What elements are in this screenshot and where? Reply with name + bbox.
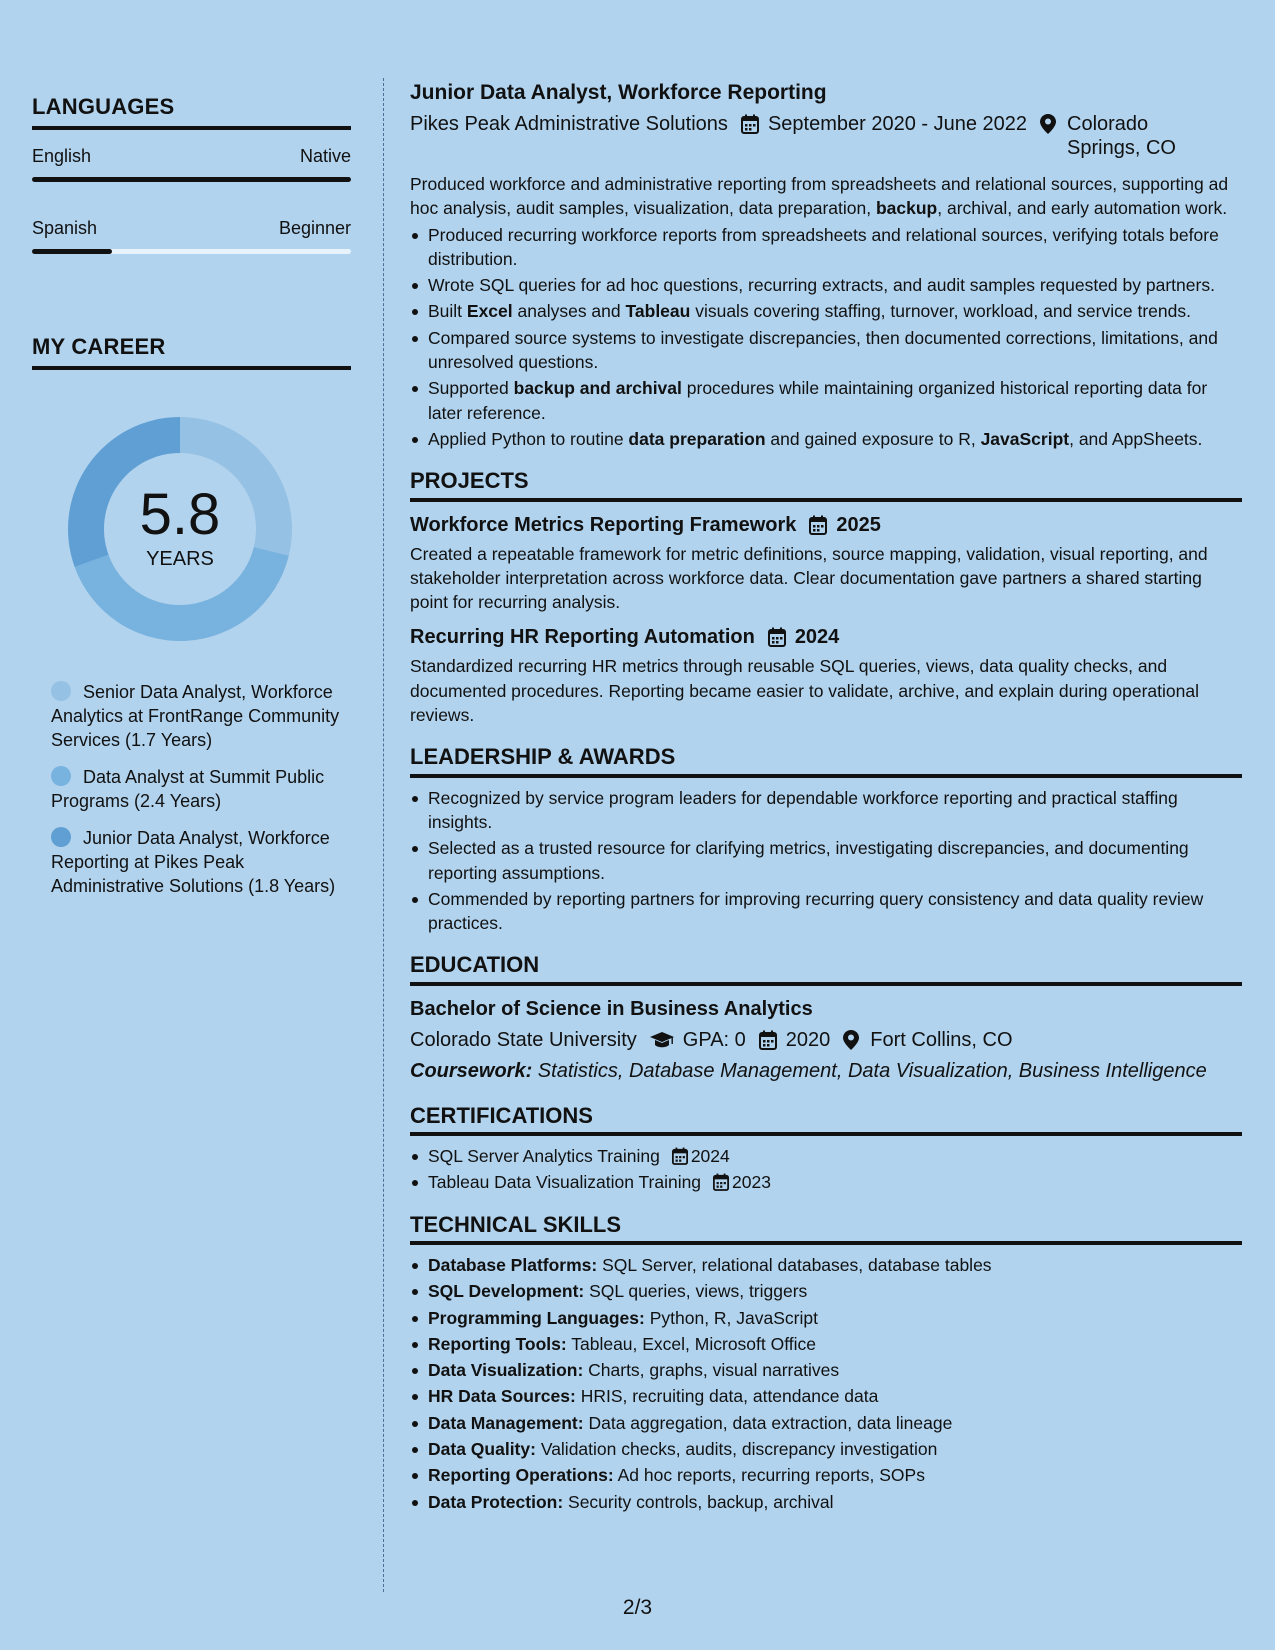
language-name: English xyxy=(32,146,92,166)
job-bullet: Supported backup and archival procedures while maintaining organized historical reporting data for later reference. xyxy=(410,376,1242,425)
company-name: Pikes Peak Administrative Solutions xyxy=(410,113,728,135)
calendar-icon xyxy=(713,1173,729,1191)
project-title-row xyxy=(410,512,1242,538)
career-total xyxy=(65,484,295,571)
career-donut-chart xyxy=(65,414,295,644)
job-location-text: Colorado Springs, CO xyxy=(1067,113,1176,159)
project-year: 2025 xyxy=(836,513,881,536)
skills-list xyxy=(410,1253,1242,1514)
project-year: 2024 xyxy=(794,626,840,649)
legend-dot xyxy=(51,827,71,847)
career-legend-item xyxy=(51,765,341,813)
language-name: Spanish xyxy=(32,218,98,238)
experience-entry xyxy=(410,80,1242,451)
job-location xyxy=(1027,112,1227,160)
language-level: Beginner xyxy=(278,218,351,238)
career-total-unit: YEARS xyxy=(146,548,214,570)
main-content xyxy=(410,80,1242,1516)
career-legend-label: Data Analyst at Summit Public Programs (2.4 Years) xyxy=(51,767,325,811)
career-heading: MY CAREER xyxy=(32,334,351,370)
skill-item: SQL Development: SQL queries, views, triggers xyxy=(410,1279,1242,1303)
language-proficiency-fill xyxy=(32,177,351,182)
projects-heading: PROJECTS xyxy=(410,469,1242,501)
calendar-icon xyxy=(759,1030,777,1050)
career-legend-label: Senior Data Analyst, Workforce Analytics at FrontRange Community Services (1.7 Years) xyxy=(51,682,340,750)
education-meta xyxy=(410,1028,1242,1052)
skill-item: Programming Languages: Python, R, JavaScript xyxy=(410,1306,1242,1330)
certification-year: 2024 xyxy=(690,1146,730,1167)
job-dates-text: September 2020 - June 2022 xyxy=(767,113,1028,135)
column-divider xyxy=(383,78,384,1592)
project-description: Standardized recurring HR metrics through reusable SQL queries, views, data quality checks, and documented procedures. Reporting became easier to validate, archive, and explain during operational reviews. xyxy=(410,656,1199,726)
leadership-heading: LEADERSHIP & AWARDS xyxy=(410,745,1242,777)
certification-name: Tableau Data Visualization Training xyxy=(428,1172,702,1193)
career-legend-label: Junior Data Analyst, Workforce Reporting at Pikes Peak Administrative Solutions (1.8 Years) xyxy=(51,828,336,896)
project-item xyxy=(410,512,1242,615)
job-bullet: Wrote SQL queries for ad hoc questions, recurring extracts, and audit samples requested by partners. xyxy=(410,273,1242,297)
career-legend-item xyxy=(51,680,341,752)
calendar-icon xyxy=(768,627,786,647)
education-location-text: Fort Collins, CO xyxy=(870,1028,1013,1051)
language-item-spanish xyxy=(32,218,351,254)
project-title-row xyxy=(410,624,1242,650)
project-title: Recurring HR Reporting Automation xyxy=(410,626,755,649)
education-year xyxy=(746,1028,831,1052)
skill-item: Data Protection: Security controls, backup, archival xyxy=(410,1490,1242,1514)
education-location xyxy=(830,1028,1012,1052)
coursework-list: Statistics, Database Management, Data Visualization, Business Intelligence xyxy=(532,1059,1207,1082)
calendar-icon xyxy=(741,114,759,134)
languages-heading: LANGUAGES xyxy=(32,94,351,130)
legend-dot xyxy=(51,681,71,701)
project-title: Workforce Metrics Reporting Framework xyxy=(410,513,797,536)
coursework xyxy=(410,1058,1242,1084)
language-proficiency-bar xyxy=(32,177,351,182)
job-title: Junior Data Analyst, Workforce Reporting xyxy=(410,81,827,104)
skill-item: HR Data Sources: HRIS, recruiting data, attendance data xyxy=(410,1384,1242,1408)
skill-item: Database Platforms: SQL Server, relational databases, database tables xyxy=(410,1253,1242,1277)
skill-item: Data Visualization: Charts, graphs, visual narratives xyxy=(410,1358,1242,1382)
leadership-item: Commended by reporting partners for improving recurring query consistency and data quality review practices. xyxy=(410,887,1242,936)
job-bullet: Applied Python to routine data preparation and gained exposure to R, JavaScript, and AppSheets. xyxy=(410,427,1242,451)
education-gpa xyxy=(637,1028,746,1052)
language-item-english xyxy=(32,146,351,182)
job-bullet: Compared source systems to investigate discrepancies, then documented corrections, limitations, and unresolved questions. xyxy=(410,326,1242,375)
project-item xyxy=(410,624,1242,727)
career-legend-item xyxy=(51,826,341,898)
certifications-heading: CERTIFICATIONS xyxy=(410,1104,1242,1136)
skill-item: Data Management: Data aggregation, data extraction, data lineage xyxy=(410,1411,1242,1435)
skill-item: Reporting Tools: Tableau, Excel, Microsoft Office xyxy=(410,1332,1242,1356)
skills-heading: TECHNICAL SKILLS xyxy=(410,1213,1242,1245)
language-level: Native xyxy=(299,146,351,166)
education-year-text: 2020 xyxy=(785,1028,831,1051)
leadership-item: Selected as a trusted resource for clarifying metrics, investigating discrepancies, and documenting reporting assumptions. xyxy=(410,836,1242,885)
calendar-icon xyxy=(672,1147,688,1165)
job-meta xyxy=(410,112,1242,160)
sidebar xyxy=(32,94,351,911)
certifications-list xyxy=(410,1144,1242,1195)
coursework-label: Coursework: xyxy=(410,1059,533,1082)
language-proficiency-fill xyxy=(32,249,112,254)
calendar-icon xyxy=(809,515,827,535)
leadership-item: Recognized by service program leaders for dependable workforce reporting and practical staffing insights. xyxy=(410,786,1242,835)
legend-dot xyxy=(51,766,71,786)
skill-item: Reporting Operations: Ad hoc reports, recurring reports, SOPs xyxy=(410,1463,1242,1487)
job-bullets xyxy=(410,223,1242,452)
language-proficiency-bar xyxy=(32,249,351,254)
career-legend xyxy=(51,680,341,898)
job-dates xyxy=(728,112,1027,136)
skill-item: Data Quality: Validation checks, audits, discrepancy investigation xyxy=(410,1437,1242,1461)
map-pin-icon xyxy=(1040,114,1058,134)
career-total-value: 5.8 xyxy=(139,482,221,547)
degree-title: Bachelor of Science in Business Analytics xyxy=(410,997,813,1020)
job-bullet: Built Excel analyses and Tableau visuals covering staffing, turnover, workload, and service trends. xyxy=(410,299,1242,323)
map-pin-icon xyxy=(843,1030,861,1050)
school-name: Colorado State University xyxy=(410,1028,637,1051)
job-bullet: Produced recurring workforce reports from spreadsheets and relational sources, verifying totals before distribution. xyxy=(410,223,1242,272)
graduation-cap-icon xyxy=(650,1030,674,1050)
certification-name: SQL Server Analytics Training xyxy=(428,1146,660,1167)
education-heading: EDUCATION xyxy=(410,953,1242,985)
leadership-list xyxy=(410,786,1242,936)
certification-year: 2023 xyxy=(732,1172,771,1193)
certification-item xyxy=(410,1144,1242,1168)
project-description: Created a repeatable framework for metric definitions, source mapping, validation, visual reporting, and stakeholder interpretation across workforce data. Clear documentation gave partners a shared starting point for recurring analysis. xyxy=(410,543,1208,613)
job-summary: Produced workforce and administrative reporting from spreadsheets and relational sources, supporting ad hoc analysis, audit samples, visualization, data preparation, backup, archival, and early automation work. xyxy=(410,174,1229,219)
page-number: 2/3 xyxy=(622,1596,653,1619)
certification-item xyxy=(410,1170,1242,1194)
gpa-text: GPA: 0 xyxy=(682,1028,746,1051)
